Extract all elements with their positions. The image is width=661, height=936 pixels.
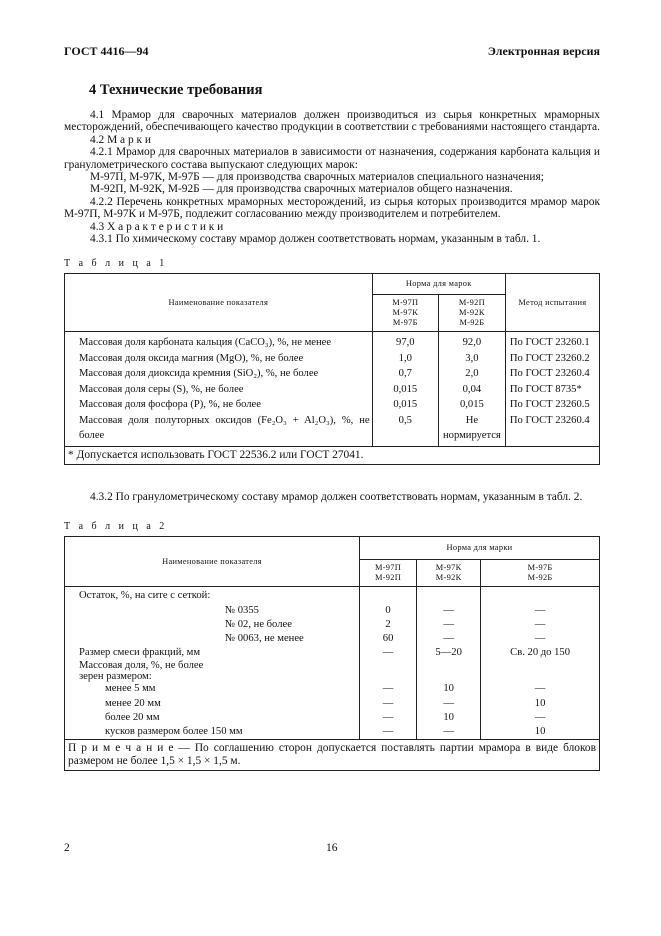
table2-row xyxy=(65,682,600,696)
table1-cell-name: Массовая доля карбоната кальция (CaCO₃), %, не менее xyxy=(65,332,373,351)
table1-cell-name: Массовая доля оксида магния (MgO), %, не более xyxy=(65,351,373,367)
table2-header-c1: М-97П М-92П xyxy=(360,560,417,587)
table1-cell-method: По ГОСТ 8735* xyxy=(505,382,599,398)
table1-header-m97: М-97П М-97К М-97Б xyxy=(372,295,438,332)
section-title: 4 Технические требования xyxy=(89,82,263,98)
table2-cell-name: более 20 мм xyxy=(65,711,360,725)
table1-row xyxy=(65,351,600,367)
table1-header-name: Наименование показателя xyxy=(65,274,373,332)
table2-cell-c3 xyxy=(481,660,600,682)
table2-cell-c1 xyxy=(360,660,417,682)
table1-header-method: Метод испытания xyxy=(505,274,599,332)
table2-cell-c1: — xyxy=(360,725,417,740)
table1-cell-m92: 2,0 xyxy=(438,366,505,382)
table2-cell-c2: 5—20 xyxy=(417,646,481,660)
table2-row xyxy=(65,587,600,604)
header-edition-label: Электронная версия xyxy=(487,44,600,58)
table2-cell-c1 xyxy=(360,587,417,604)
paragraph-4-2-2: 4.2.2 Перечень конкретных мраморных месторождений, из сырья которых производится мрамор марок М-97П, М-97К и М-97Б, подлежит согласованию между производителем и потребителем. xyxy=(64,195,600,221)
table2-caption: Т а б л и ц а 2 xyxy=(64,521,168,533)
table1-cell-m97: 0,5 xyxy=(372,413,438,447)
table1-row xyxy=(65,413,600,447)
table1-cell-m97: 1,0 xyxy=(372,351,438,367)
table1-row xyxy=(65,366,600,382)
table1-cell-m92: 3,0 xyxy=(438,351,505,367)
table2-header-norm: Норма для марки xyxy=(360,537,600,560)
table2-note: П р и м е ч а н и е — По соглашению сторон допускается поставлять партии мрамора в виде блоков размером не более 1,5 × 1,5 × 1,5 м. xyxy=(65,740,600,771)
table2-cell-name: Размер смеси фракций, мм xyxy=(65,646,360,660)
table2-cell-c3: Св. 20 до 150 xyxy=(481,646,600,660)
table2-cell-c3: — xyxy=(481,618,600,632)
table1-cell-name: Массовая доля полуторных оксидов (Fe₂O₃ + Al₂O₃), %, не более xyxy=(65,413,373,447)
table2-cell-c1: — xyxy=(360,646,417,660)
table2-row xyxy=(65,725,600,740)
table2-cell-c3: — xyxy=(481,711,600,725)
table1-cell-m97: 0,015 xyxy=(372,382,438,398)
table2-cell-c2: — xyxy=(417,725,481,740)
table1-cell-method: По ГОСТ 23260.5 xyxy=(505,397,599,413)
table2-row xyxy=(65,618,600,632)
table1-cell-m92: 92,0 xyxy=(438,332,505,351)
marks-line-2: М-92П, М-92К, М-92Б — для производства сварочных материалов общего назначения. xyxy=(90,183,513,196)
table1-cell-method: По ГОСТ 23260.1 xyxy=(505,332,599,351)
table1-footnote: * Допускается использовать ГОСТ 22536.2 или ГОСТ 27041. xyxy=(65,446,600,464)
table2-cell-c2 xyxy=(417,660,481,682)
page-number-left: 2 xyxy=(64,842,70,854)
table2-cell-c3: — xyxy=(481,604,600,618)
table2-cell-c2: — xyxy=(417,618,481,632)
paragraph-4-2-1: 4.2.1 Мрамор для сварочных материалов в зависимости от назначения, содержания карбоната кальция и гранулометрического состава выпускают следующих марок: xyxy=(64,146,600,171)
paragraph-4-3-2: 4.3.2 По гранулометрическому составу мрамор должен соответствовать нормам, указанным в табл. 2. xyxy=(90,490,583,503)
table2-cell-c2: 10 xyxy=(417,682,481,696)
table1-caption: Т а б л и ц а 1 xyxy=(64,258,168,270)
table-1 xyxy=(64,273,600,465)
paragraph-4-1: 4.1 Мрамор для сварочных материалов должен производиться из сырья конкретных мраморных месторождений, обеспечивающего качество продукции в соответствии с требованиями настоящего стандарта. xyxy=(64,109,600,134)
table2-cell-c3: — xyxy=(481,632,600,646)
table2-row xyxy=(65,660,600,682)
table-2 xyxy=(64,536,600,771)
table2-cell-name: менее 5 мм xyxy=(65,682,360,696)
table1-cell-m92: 0,04 xyxy=(438,382,505,398)
table2-row xyxy=(65,632,600,646)
marks-line-1: М-97П, М-97К, М-97Б — для производства сварочных материалов специального назначения; xyxy=(90,171,544,184)
table1-cell-method: По ГОСТ 23260.4 xyxy=(505,366,599,382)
table2-cell-name: № 0355 xyxy=(65,604,360,618)
table1-cell-m97: 97,0 xyxy=(372,332,438,351)
table2-cell-name: № 02, не более xyxy=(65,618,360,632)
table2-cell-c1: 2 xyxy=(360,618,417,632)
table2-cell-c1: — xyxy=(360,682,417,696)
table2-cell-c3: — xyxy=(481,682,600,696)
table1-cell-method: По ГОСТ 23260.4 xyxy=(505,413,599,447)
table2-cell-c2: 10 xyxy=(417,711,481,725)
table2-row xyxy=(65,604,600,618)
table1-cell-method: По ГОСТ 23260.2 xyxy=(505,351,599,367)
paragraph-4-2: 4.2 М а р к и xyxy=(90,133,151,146)
running-header xyxy=(64,44,600,59)
table2-header-name: Наименование показателя xyxy=(65,537,360,587)
table2-cell-name: менее 20 мм xyxy=(65,697,360,711)
table2-cell-name: Остаток, %, на сите с сеткой: xyxy=(65,587,360,604)
table2-cell-c2: — xyxy=(417,604,481,618)
table1-cell-m92: 0,015 xyxy=(438,397,505,413)
table2-cell-c3: 10 xyxy=(481,697,600,711)
table2-cell-c3: 10 xyxy=(481,725,600,740)
page-number-center: 16 xyxy=(326,842,338,854)
table2-cell-c2: — xyxy=(417,697,481,711)
table1-cell-name: Массовая доля серы (S), %, не более xyxy=(65,382,373,398)
table2-header-c2: М-97К М-92К xyxy=(417,560,481,587)
table2-row xyxy=(65,646,600,660)
table1-row xyxy=(65,332,600,351)
table2-cell-c1: 0 xyxy=(360,604,417,618)
table2-row xyxy=(65,711,600,725)
table1-cell-name: Массовая доля диоксида кремния (SiO₂), %, не более xyxy=(65,366,373,382)
table2-cell-name: Массовая доля, %, не более зерен размером: xyxy=(65,660,360,682)
table2-cell-c1: — xyxy=(360,711,417,725)
table1-row xyxy=(65,382,600,398)
table2-cell-c2 xyxy=(417,587,481,604)
table2-cell-name: кусков размером более 150 мм xyxy=(65,725,360,740)
table2-cell-name: № 0063, не менее xyxy=(65,632,360,646)
table1-cell-m92: Не нормируется xyxy=(438,413,505,447)
table1-cell-m97: 0,015 xyxy=(372,397,438,413)
table2-header-c3: М-97Б М-92Б xyxy=(481,560,600,587)
table2-row xyxy=(65,697,600,711)
table1-cell-name: Массовая доля фосфора (P), %, не более xyxy=(65,397,373,413)
table2-cell-c1: — xyxy=(360,697,417,711)
table2-cell-c3 xyxy=(481,587,600,604)
document-page xyxy=(64,44,600,771)
table2-cell-c2: — xyxy=(417,632,481,646)
table1-row xyxy=(65,397,600,413)
paragraph-4-3-1: 4.3.1 По химическому составу мрамор должен соответствовать нормам, указанным в табл. 1. xyxy=(90,233,541,246)
header-standard-number: ГОСТ 4416—94 xyxy=(64,44,149,58)
table1-header-m92: М-92П М-92К М-92Б xyxy=(438,295,505,332)
table2-cell-c1: 60 xyxy=(360,632,417,646)
table1-cell-m97: 0,7 xyxy=(372,366,438,382)
table1-header-norm: Норма для марок xyxy=(372,274,505,295)
paragraph-4-3: 4.3 Х а р а к т е р и с т и к и xyxy=(90,220,224,233)
